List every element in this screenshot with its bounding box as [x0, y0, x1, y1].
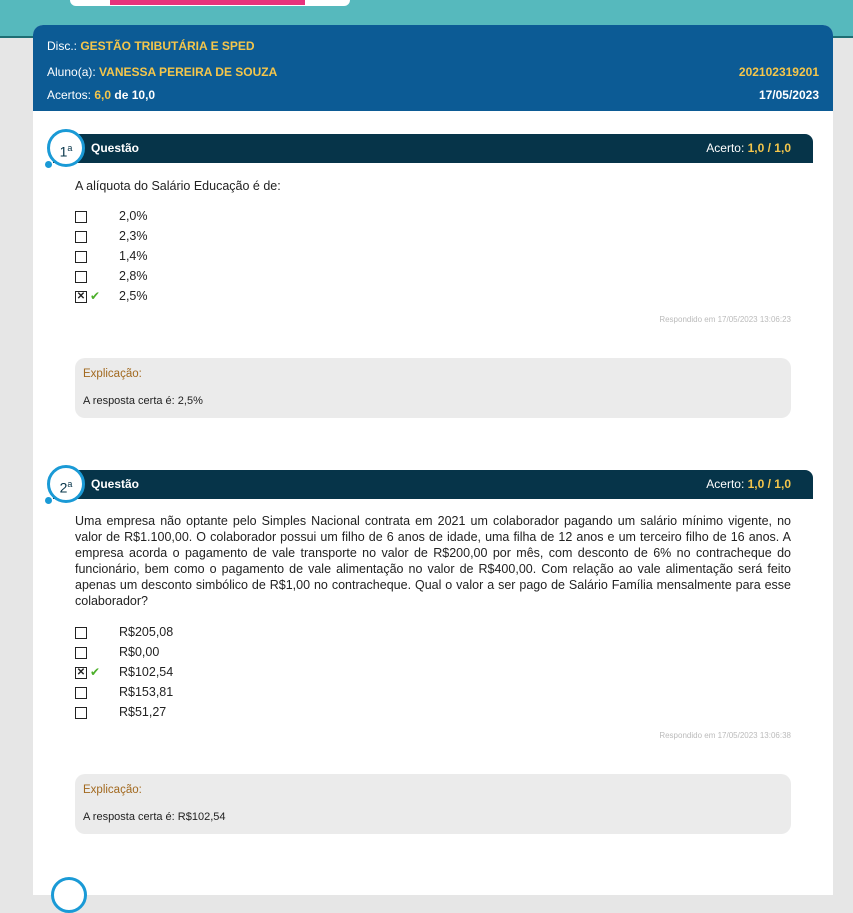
answer-option[interactable] [75, 685, 375, 705]
discipline-label: Disc.: [47, 39, 77, 53]
question-1-number-badge [47, 129, 85, 167]
checkbox-icon[interactable] [75, 627, 87, 639]
checkbox-icon[interactable] [75, 231, 87, 243]
checked-box-icon[interactable]: ✕ [76, 291, 86, 302]
checkbox-icon[interactable] [75, 687, 87, 699]
answer-option[interactable] [75, 705, 375, 725]
question-2-explanation-text: A resposta certa é: R$102,54 [83, 811, 226, 823]
question-1-answered-at: Respondido em 17/05/2023 13:06:23 [659, 315, 791, 324]
question-2-text: Uma empresa não optante pelo Simples Nacional contrata em 2021 um colaborador pagando um salário mínimo vigente, no valor de R$1.100,00. O colaborador possui um filho de 6 anos de idade, uma filha de 12 anos e um terceiro filho de 16 anos. A empresa acorda o pagamento de vale transporte no valor de R$200,00 por mês, com desconto de 6% no contracheque do funcionário, bem como o pagamento de vale alimentação no valor de R$400,00. Com relação ao vale alimentação será feito apenas um desconto simbólico de R$1,00 no contracheque. Qual o valor a ser pago de Salário Família mensalmente para esse colaborador? [75, 514, 791, 608]
answer-option-label: 2,0% [119, 209, 148, 223]
question-2-acerto [706, 470, 791, 499]
check-icon: ✔ [90, 289, 101, 303]
question-1-badge-dot [45, 161, 52, 168]
checkbox-icon[interactable] [75, 707, 87, 719]
question-1-explanation-text: A resposta certa é: 2,5% [83, 395, 203, 407]
question-2-badge-dot [45, 497, 52, 504]
answer-option[interactable] [75, 625, 375, 645]
checkbox-icon[interactable] [75, 211, 87, 223]
question-2-answered-at: Respondido em 17/05/2023 13:06:38 [659, 731, 791, 740]
question-1-number: 1 [59, 143, 68, 160]
discipline-row [47, 38, 819, 54]
checked-box-icon[interactable]: ✕ [76, 667, 86, 678]
answer-option[interactable] [75, 229, 375, 249]
student-row [47, 64, 819, 80]
answer-option-label: R$153,81 [119, 685, 174, 699]
exam-header [33, 25, 833, 111]
question-1-ordinal: a [67, 143, 73, 153]
question-2-acerto-label: Acerto: [706, 477, 745, 491]
score-total: de 10,0 [114, 88, 156, 102]
question-2-number: 2 [59, 479, 68, 496]
question-1-acerto-value: 1,0 / 1,0 [747, 141, 791, 155]
answer-option-label: 2,8% [119, 269, 148, 283]
question-3-number-badge [51, 877, 87, 913]
question-1-text: A alíquota do Salário Educação é de: [75, 179, 281, 193]
question-2-ordinal: a [67, 479, 73, 489]
checkbox-icon[interactable] [75, 271, 87, 283]
exam-result-card [33, 25, 833, 895]
question-1-explanation [75, 358, 791, 418]
answer-option-label: 2,3% [119, 229, 148, 243]
answer-option-label: 2,5% [119, 289, 148, 303]
student-id: 202102319201 [738, 65, 819, 79]
score-label: Acertos: [47, 88, 92, 102]
answer-option[interactable] [75, 249, 375, 269]
answer-option-label: R$102,54 [119, 665, 174, 679]
question-2-explanation-title: Explicação: [83, 784, 142, 796]
answer-option-label: R$0,00 [119, 645, 160, 659]
question-2-explanation [75, 774, 791, 834]
exam-date: 17/05/2023 [758, 88, 819, 102]
answer-option[interactable] [75, 665, 375, 685]
checkbox-icon[interactable] [75, 251, 87, 263]
top-banner-accent [110, 0, 305, 5]
answer-option[interactable] [75, 269, 375, 289]
answer-option[interactable] [75, 289, 375, 309]
answer-option[interactable] [75, 209, 375, 229]
question-2-title: Questão [91, 477, 140, 491]
student-label: Aluno(a): [47, 65, 96, 79]
question-2-bar [53, 470, 813, 499]
discipline-value: GESTÃO TRIBUTÁRIA E SPED [80, 39, 255, 53]
answer-option-label: R$205,08 [119, 625, 174, 639]
answer-option-label: R$51,27 [119, 705, 167, 719]
question-1-title: Questão [91, 141, 140, 155]
question-2-acerto-value: 1,0 / 1,0 [747, 477, 791, 491]
question-1-acerto-label: Acerto: [706, 141, 745, 155]
question-2-number-badge [47, 465, 85, 503]
question-1-explanation-title: Explicação: [83, 368, 142, 380]
check-icon: ✔ [90, 665, 101, 679]
score-row [47, 87, 819, 103]
answer-option[interactable] [75, 645, 375, 665]
checkbox-icon[interactable] [75, 647, 87, 659]
question-1-bar [53, 134, 813, 163]
answer-option-label: 1,4% [119, 249, 148, 263]
score-value: 6,0 [94, 88, 112, 102]
student-name: VANESSA PEREIRA DE SOUZA [99, 65, 278, 79]
question-1-acerto [706, 134, 791, 163]
